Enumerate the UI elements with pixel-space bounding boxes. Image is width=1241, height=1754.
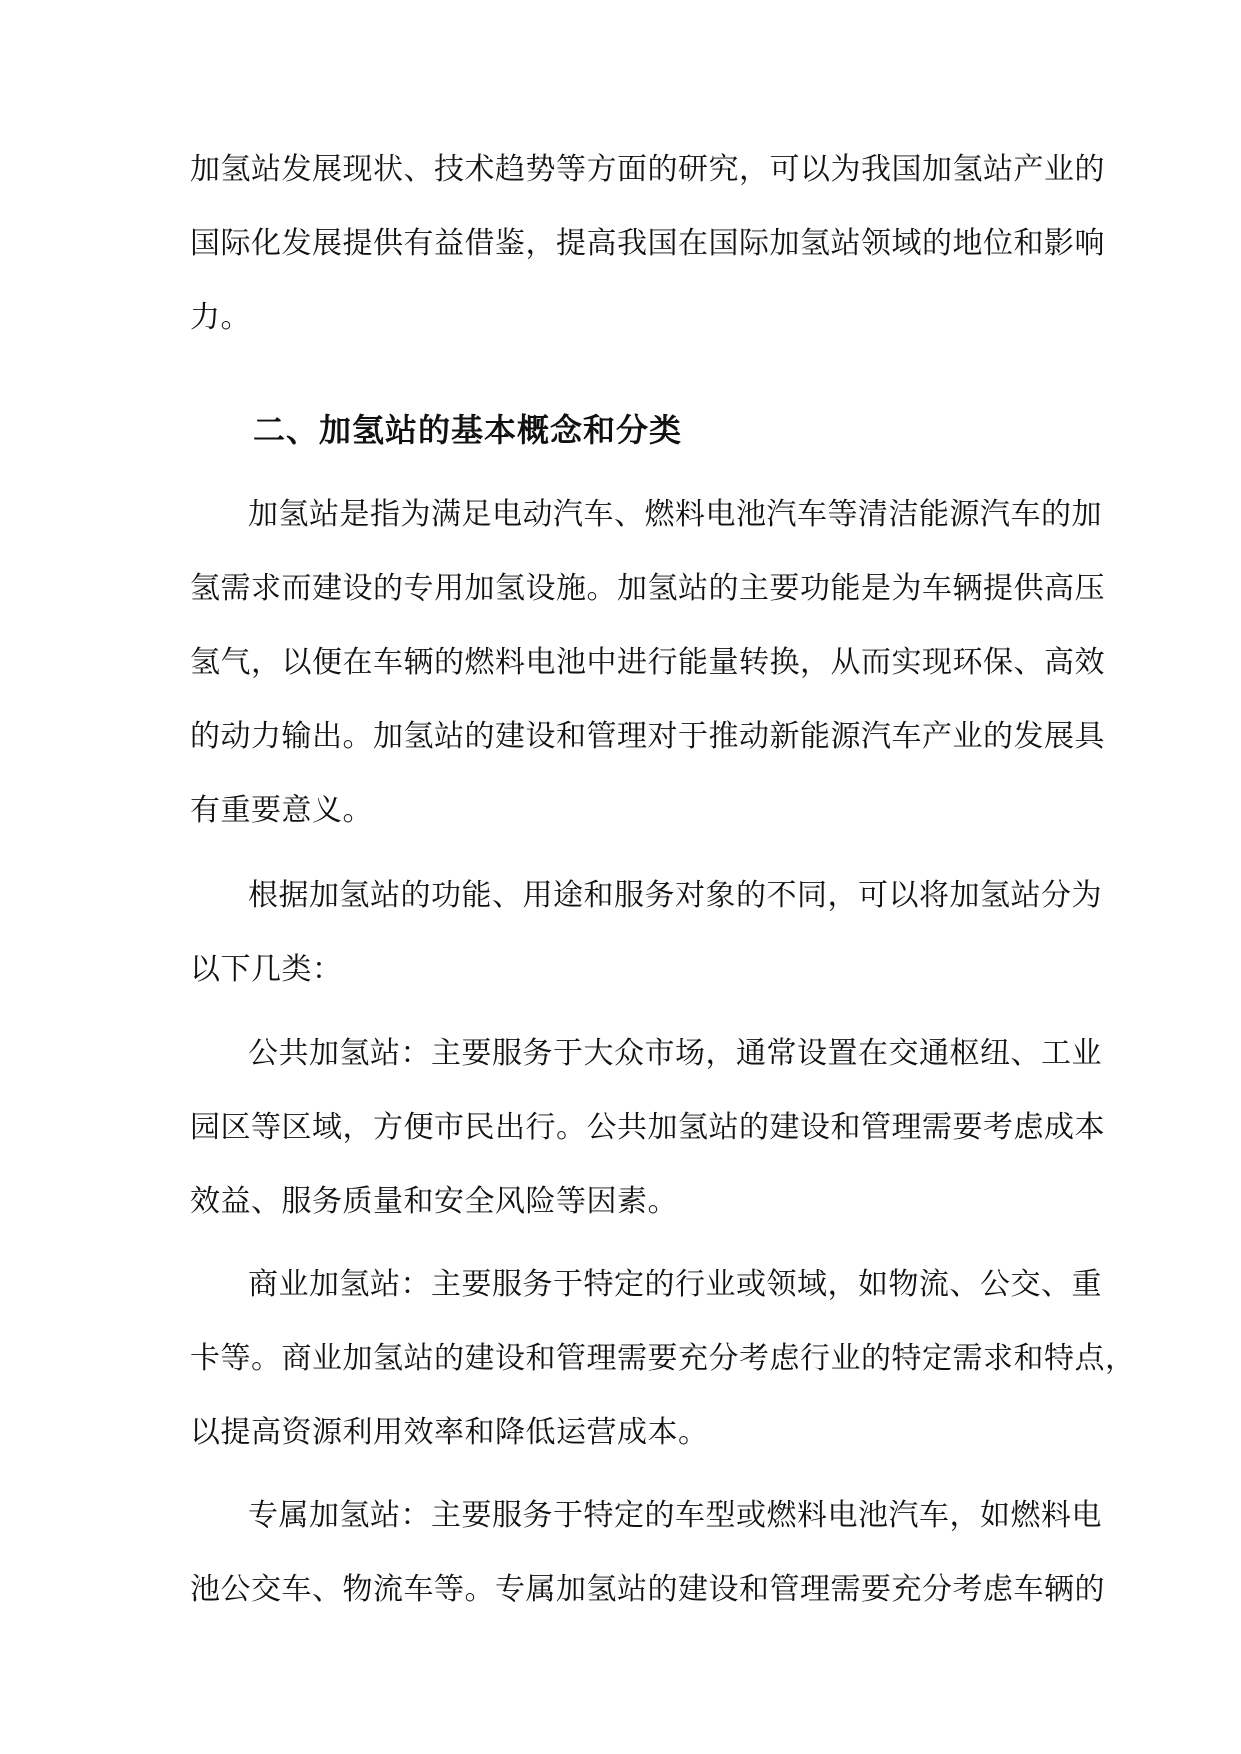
paragraph4-line-1: 商业加氢站：主要服务于特定的行业或领域，如物流、公交、重 [248, 1267, 1102, 1302]
intro-line-3: 力。 [190, 300, 251, 335]
paragraph3-line-3: 效益、服务质量和安全风险等因素。 [190, 1184, 678, 1219]
paragraph4-line-3: 以提高资源利用效率和降低运营成本。 [190, 1415, 709, 1450]
paragraph4-line-2: 卡等。商业加氢站的建设和管理需要充分考虑行业的特定需求和特点， [190, 1341, 1136, 1376]
paragraph1-line-1: 加氢站是指为满足电动汽车、燃料电池汽车等清洁能源汽车的加 [248, 497, 1102, 532]
paragraph1-line-2: 氢需求而建设的专用加氢设施。加氢站的主要功能是为车辆提供高压 [190, 571, 1105, 606]
paragraph2-line-1: 根据加氢站的功能、用途和服务对象的不同，可以将加氢站分为 [248, 878, 1102, 913]
paragraph3-line-1: 公共加氢站：主要服务于大众市场，通常设置在交通枢纽、工业 [248, 1036, 1102, 1071]
paragraph3-line-2: 园区等区域，方便市民出行。公共加氢站的建设和管理需要考虑成本 [190, 1110, 1105, 1145]
paragraph2-line-2: 以下几类： [190, 952, 343, 987]
paragraph1-line-4: 的动力输出。加氢站的建设和管理对于推动新能源汽车产业的发展具 [190, 719, 1105, 754]
intro-line-2: 国际化发展提供有益借鉴，提高我国在国际加氢站领域的地位和影响 [190, 226, 1105, 261]
paragraph5-line-1: 专属加氢站：主要服务于特定的车型或燃料电池汽车，如燃料电 [248, 1498, 1102, 1533]
paragraph1-line-5: 有重要意义。 [190, 793, 373, 828]
section-heading: 二、加氢站的基本概念和分类 [253, 411, 683, 449]
paragraph1-line-3: 氢气，以便在车辆的燃料电池中进行能量转换，从而实现环保、高效 [190, 645, 1105, 680]
paragraph5-line-2: 池公交车、物流车等。专属加氢站的建设和管理需要充分考虑车辆的 [190, 1572, 1105, 1607]
intro-line-1: 加氢站发展现状、技术趋势等方面的研究，可以为我国加氢站产业的 [190, 152, 1105, 187]
